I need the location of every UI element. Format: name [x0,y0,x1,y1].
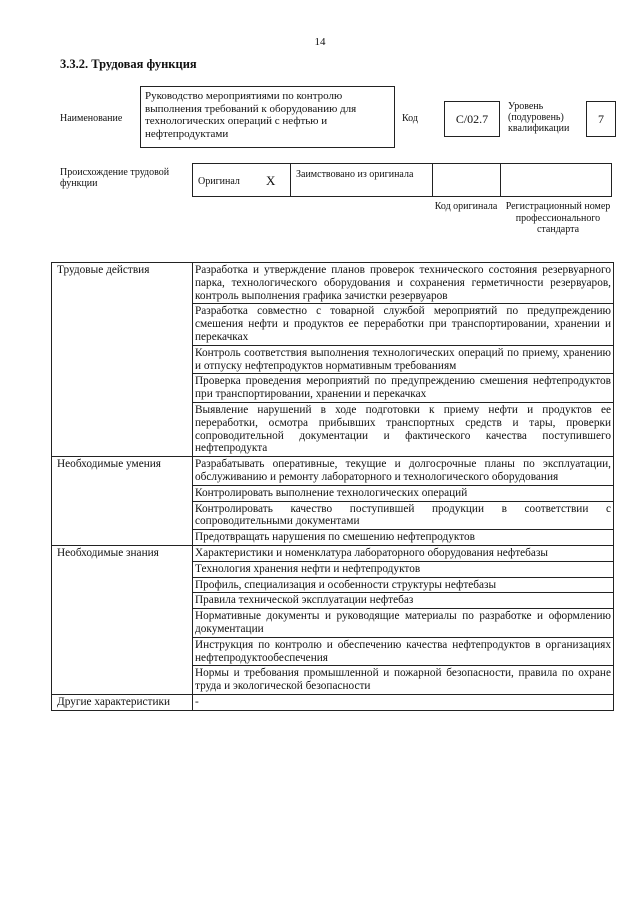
function-name-box [140,86,395,148]
level-value-box [586,101,616,137]
row-text: - [193,694,614,710]
row-group-label: Другие характеристики [52,694,193,710]
row-text: Проверка проведения мероприятий по предупреждению смешения нефтепродуктов при транспортировании, хранении и перекачках [193,374,614,403]
row-text: Предотвращать нарушения по смешению нефтепродуктов [193,530,614,546]
table-row [52,694,614,710]
original-mark: X [266,173,276,188]
row-text: Контроль соответствия выполнения технологических операций по приему, хранению и отпуску нефтепродуктов нормативным требованиям [193,345,614,374]
row-text: Характеристики и номенклатура лабораторного оборудования нефтебазы [193,545,614,561]
level-label: Уровень (подуровень) квалификации [508,101,570,134]
row-group-label: Необходимые знания [52,545,193,694]
table-row [52,457,614,486]
row-text: Нормы и требования промышленной и пожарной безопасности, правила по охране труда и экологической безопасности [193,666,614,695]
origin-label: Происхождение трудовой функции [60,167,170,189]
row-text: Правила технической эксплуатации нефтебаз [193,593,614,609]
table-row [52,545,614,561]
row-text: Инструкция по контролю и обеспечению качества нефтепродуктов в организациях нефтепродуктообеспечения [193,637,614,666]
name-label: Наименование [60,113,123,124]
row-text: Разработка совместно с товарной службой мероприятий по предупреждению смешения нефти и продуктов ее переработки при транспортировании, хранении и перекачках [193,304,614,345]
code-value-box [444,101,500,137]
row-text: Выявление нарушений в ходе подготовки к приему нефти и продуктов ее переработки, осмотра прибывших транспортных средств и тары, проверки сопроводительной документации и фактического качества поступившего нефтепродукта [193,402,614,456]
registration-number-caption: Регистрационный номер профессионального стандарта [505,201,611,235]
function-name: Руководство мероприятиями по контролю выполнения требований к оборудованию для технологических операций с нефтью и нефтепродуктами [145,90,357,140]
code-value: C/02.7 [455,112,489,126]
function-details-table [51,262,614,711]
row-group-label: Необходимые умения [52,457,193,546]
row-group-label: Трудовые действия [52,263,193,457]
borrowed-label: Заимствовано из оригинала [296,169,414,180]
code-original-caption: Код оригинала [434,201,498,212]
level-value: 7 [598,112,604,126]
row-text: Нормативные документы и руководящие материалы по разработке и оформлению документации [193,609,614,638]
row-text: Профиль, специализация и особенности структуры нефтебазы [193,577,614,593]
row-text: Контролировать выполнение технологических операций [193,485,614,501]
row-text: Технология хранения нефти и нефтепродуктов [193,561,614,577]
row-text: Разработка и утверждение планов проверок технического состояния резервуарного парка, технологического оборудования и сохранения герметичности резервуаров, контроль выполнения графика зачистки резервуаров [193,263,614,304]
original-label: Оригинал [198,176,240,187]
page-number: 14 [314,36,326,48]
section-heading: 3.3.2. Трудовая функция [60,57,197,71]
row-text: Контролировать качество поступившей продукции в соответствии с сопроводительными документами [193,501,614,530]
table-row [52,263,614,304]
code-label: Код [402,113,418,124]
row-text: Разрабатывать оперативные, текущие и долгосрочные планы по эксплуатации, обслуживанию и ремонту лабораторного и технологического оборудования [193,457,614,486]
